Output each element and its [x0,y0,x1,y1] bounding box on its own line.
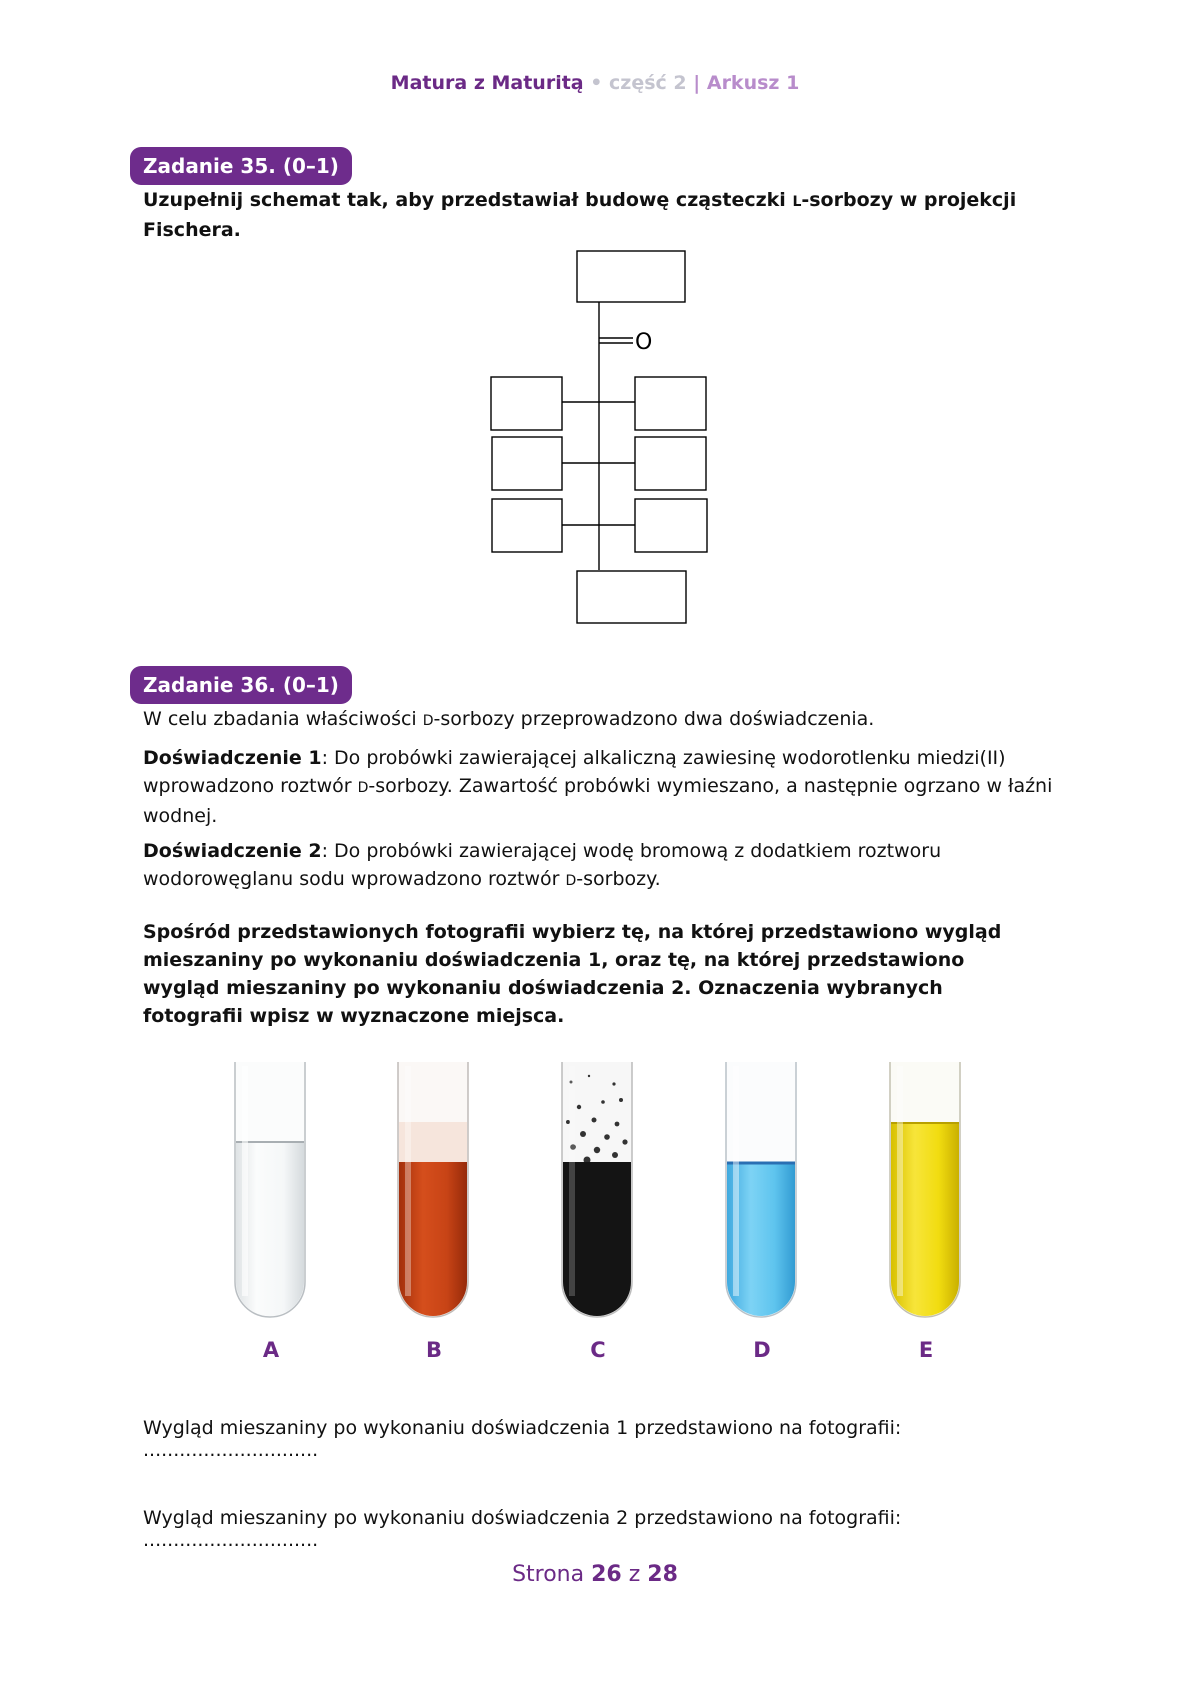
experiment-2-text-end: -sorbozy. [576,868,661,890]
d-prefix: D [422,713,434,729]
test-tube-a [232,1062,308,1326]
running-header [0,72,1190,94]
test-tube-c [559,1062,635,1326]
answer-box-left-3[interactable] [492,499,562,552]
answer-line-2[interactable]: Wygląd mieszaniny po wykonaniu doświadczenia 2 przedstawiono na fotografii: ............................. [143,1507,902,1551]
tube-label-e: E [918,1338,934,1362]
experiment-1-label: Doświadczenie 1 [143,747,322,769]
task-36-intro-text-end: -sorbozy przeprowadzono dwa doświadczenia. [433,708,875,730]
page-footer [0,1562,1190,1587]
oxygen-atom-label: O [635,330,653,355]
task-36-intro-text: W celu zbadania właściwości [143,708,423,730]
task-36-question: Spośród przedstawionych fotografii wybierz tę, na której przedstawiono wygląd mieszaniny po wykonaniu doświadczenia 1, oraz tę, na której przedstawiono wygląd mieszaniny po wykonaniu doświadczenia 2. Oznaczenia wybranych fotografii wpisz w wyznaczone miejsca. [143,921,1002,1027]
header-dot: • [590,72,603,94]
answer-box-top[interactable] [577,251,685,302]
answer-box-bottom[interactable] [577,571,686,623]
tube-label-d: D [753,1338,771,1362]
l-prefix: L [792,194,802,210]
tube-label-b: B [425,1338,442,1362]
d-prefix: D [565,873,577,889]
experiment-1-text-end: -sorbozy. Zawartość probówki wymieszano, a następnie ogrzano w łaźni wodnej. [143,775,1053,827]
test-tube-d [723,1062,799,1326]
test-tube-b [395,1062,471,1326]
d-prefix: D [357,780,369,796]
tube-label-a: A [262,1338,280,1362]
answer-box-right-2[interactable] [635,437,706,490]
total-page-count: 28 [647,1562,678,1587]
experiment-2-paragraph [143,837,1063,895]
experiment-1-text: : Do probówki zawierającej alkaliczną zawiesinę wodorotlenku miedzi(II) wprowadzono roztwór [143,747,1006,797]
task-35-label: Zadanie 35. (0–1) [130,147,352,185]
current-page-number: 26 [591,1562,622,1587]
experiment-2-label: Doświadczenie 2 [143,840,322,862]
header-separator: | [693,72,701,94]
task-35-instruction-text-end: -sorbozy w projekcji Fischera. [143,189,1017,241]
footer-middle: z [628,1562,641,1587]
tube-label-c: C [590,1338,606,1362]
task-36-intro [143,705,1063,735]
header-part: część 2 [609,72,687,94]
task-36-label: Zadanie 36. (0–1) [130,666,352,704]
header-title: Matura z Maturitą [390,72,584,94]
answer-box-right-3[interactable] [635,499,707,552]
task-35-instruction-text: Uzupełnij schemat tak, aby przedstawiał budowę cząsteczki [143,189,793,211]
header-sheet: Arkusz 1 [706,72,800,94]
experiment-2-text: : Do probówki zawierającej wodę bromową z dodatkiem roztworu wodorowęglanu sodu wprowadzono roztwór [143,840,942,890]
answer-box-right-1[interactable] [635,377,706,430]
answer-line-1[interactable]: Wygląd mieszaniny po wykonaniu doświadczenia 1 przedstawiono na fotografii: ............................. [143,1417,902,1461]
experiment-1-paragraph [143,744,1063,830]
fischer-projection-diagram [480,245,720,630]
task-35-instruction [143,186,1063,244]
answer-box-left-1[interactable] [491,377,562,430]
test-tube-e [887,1062,963,1326]
footer-prefix: Strona [512,1562,585,1587]
answer-box-left-2[interactable] [492,437,562,490]
